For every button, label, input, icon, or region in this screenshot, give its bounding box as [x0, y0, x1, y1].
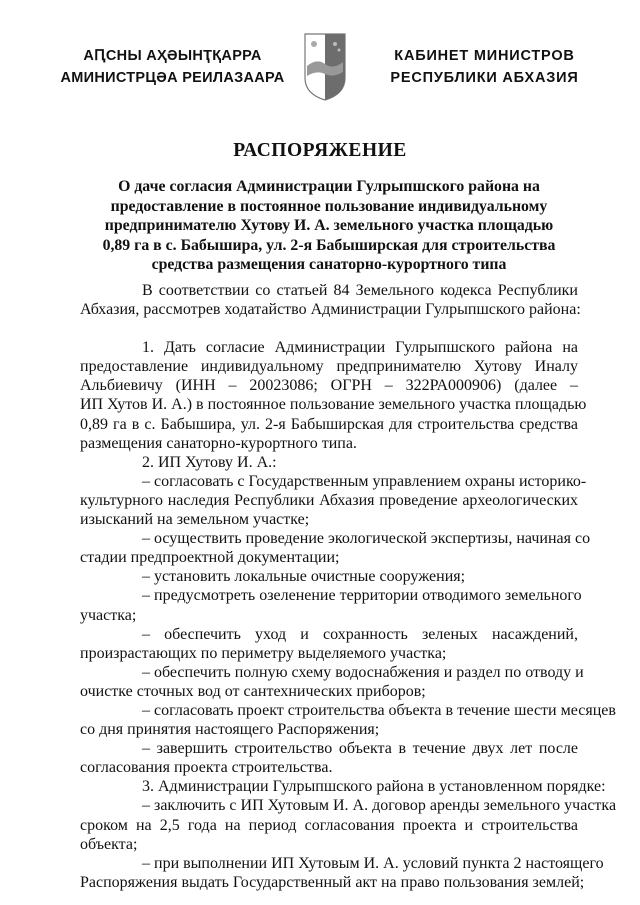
paragraph — [80, 663, 584, 701]
spacer — [80, 319, 578, 338]
paragraph — [80, 854, 604, 892]
header-abkhaz — [55, 45, 290, 89]
text-line: 3. Администрации Гулрыпшского района в установленном порядке: — [142, 778, 606, 796]
document-body — [80, 281, 617, 892]
subtitle-line: О даче согласия Администрации Гулрыпшского района на — [118, 178, 540, 195]
paragraph — [80, 701, 616, 739]
text-line: – согласовать проект строительства объекта в течение шести месяцев — [142, 701, 616, 719]
text-line: участка; — [80, 606, 137, 624]
text-line: – согласовать с Государственным управлением охраны историко- — [142, 472, 587, 490]
paragraph — [80, 796, 617, 853]
text-line: Абхазия, рассмотрев ходатайство Администрации Гулрыпшского района: — [80, 301, 581, 319]
document-title: РАСПОРЯЖЕНИЕ — [233, 140, 407, 161]
text-line: очистке сточных вод от сантехнических приборов; — [80, 682, 426, 700]
paragraph — [80, 567, 578, 586]
text-line: – осуществить проведение экологической экспертизы, начиная со — [142, 530, 591, 548]
text-line: Распоряжения выдать Государственный акт на право пользования землей; — [80, 873, 585, 891]
text-line: размещения санаторно-курортного типа. — [80, 434, 357, 452]
text-line: со дня принятия настоящего Распоряжения; — [80, 721, 380, 739]
text-line: объекта; — [80, 835, 138, 853]
text-line: – заключить с ИП Хутовым И. А. договор аренды земельного участка — [142, 797, 617, 815]
paragraph — [80, 777, 606, 796]
paragraph — [80, 453, 578, 472]
coat-of-arms-emblem — [303, 32, 347, 102]
text-line: – установить локальные очистные сооружения; — [142, 568, 466, 586]
text-line: В соответствии со статьей 84 Земельного кодекса Республики — [142, 282, 578, 299]
text-line: согласования проекта строительства. — [80, 759, 333, 777]
text-line: сроком на 2,5 года на период согласования проекта и строительства — [80, 816, 578, 834]
text-line: изысканий на земельном участке; — [80, 511, 310, 529]
paragraph — [80, 625, 578, 663]
text-line: 2. ИП Хутову И. А.: — [142, 453, 277, 471]
subtitle-line: предпринимателю Хутову И. А. земельного участка площадью — [104, 217, 554, 234]
text-line: 0,89 га в с. Бабышира, ул. 2-я Бабыширская для строительства средства — [80, 415, 578, 433]
text-line: – при выполнении ИП Хутовым И. А. условий пункта 2 настоящего — [142, 854, 604, 872]
header-russian-line: КАБИНЕТ МИНИСТРОВ — [394, 48, 575, 64]
text-line: ИП Хутов И. А.) в постоянное пользование земельного участка площадью — [80, 396, 587, 414]
text-line: – предусмотреть озеленение территории отводимого земельного — [142, 587, 582, 605]
text-line: – обеспечить полную схему водоснабжения и раздел по отводу и — [142, 663, 584, 681]
subtitle-line: предоставление в постоянное пользование индивидуальному — [110, 197, 548, 215]
header-russian-line: РЕСПУБЛИКИ АБХАЗИЯ — [390, 70, 579, 86]
document-subtitle — [80, 177, 578, 275]
paragraph — [80, 338, 587, 453]
text-line: Альбиевичу (ИНН – 20023086; ОГРН – 322РА000906) (далее – — [80, 377, 578, 395]
paragraph — [80, 739, 578, 777]
paragraph — [80, 529, 591, 567]
text-line: – обеспечить уход и сохранность зеленых насаждений, — [142, 625, 578, 643]
paragraph — [80, 586, 582, 624]
paragraph — [80, 281, 581, 319]
header-abkhaz-line: АԤСНЫ АҲӘЫНҬҚАРРА — [83, 48, 262, 64]
text-line: предоставление индивидуальному предпринимателю Хутову Иналу — [80, 358, 578, 376]
text-line: произрастающих по периметру выделяемого участка; — [80, 644, 447, 662]
subtitle-line: 0,89 га в с. Бабышира, ул. 2-я Бабыширская для строительства — [102, 236, 556, 254]
subtitle-line: средства размещения санаторно-курортного типа — [151, 256, 507, 273]
text-line: 1. Дать согласие Администрации Гулрыпшского района на — [142, 339, 578, 357]
header-russian — [372, 45, 597, 89]
text-line: стадии предпроектной документации; — [80, 549, 340, 567]
text-line: – завершить строительство объекта в течение двух лет после — [142, 740, 578, 758]
header-abkhaz-line: АМИНИСТРЦӘА РЕИЛАЗААРА — [60, 70, 285, 86]
paragraph — [80, 472, 587, 529]
text-line: культурного наследия Республики Абхазия проведение археологических — [80, 491, 578, 509]
